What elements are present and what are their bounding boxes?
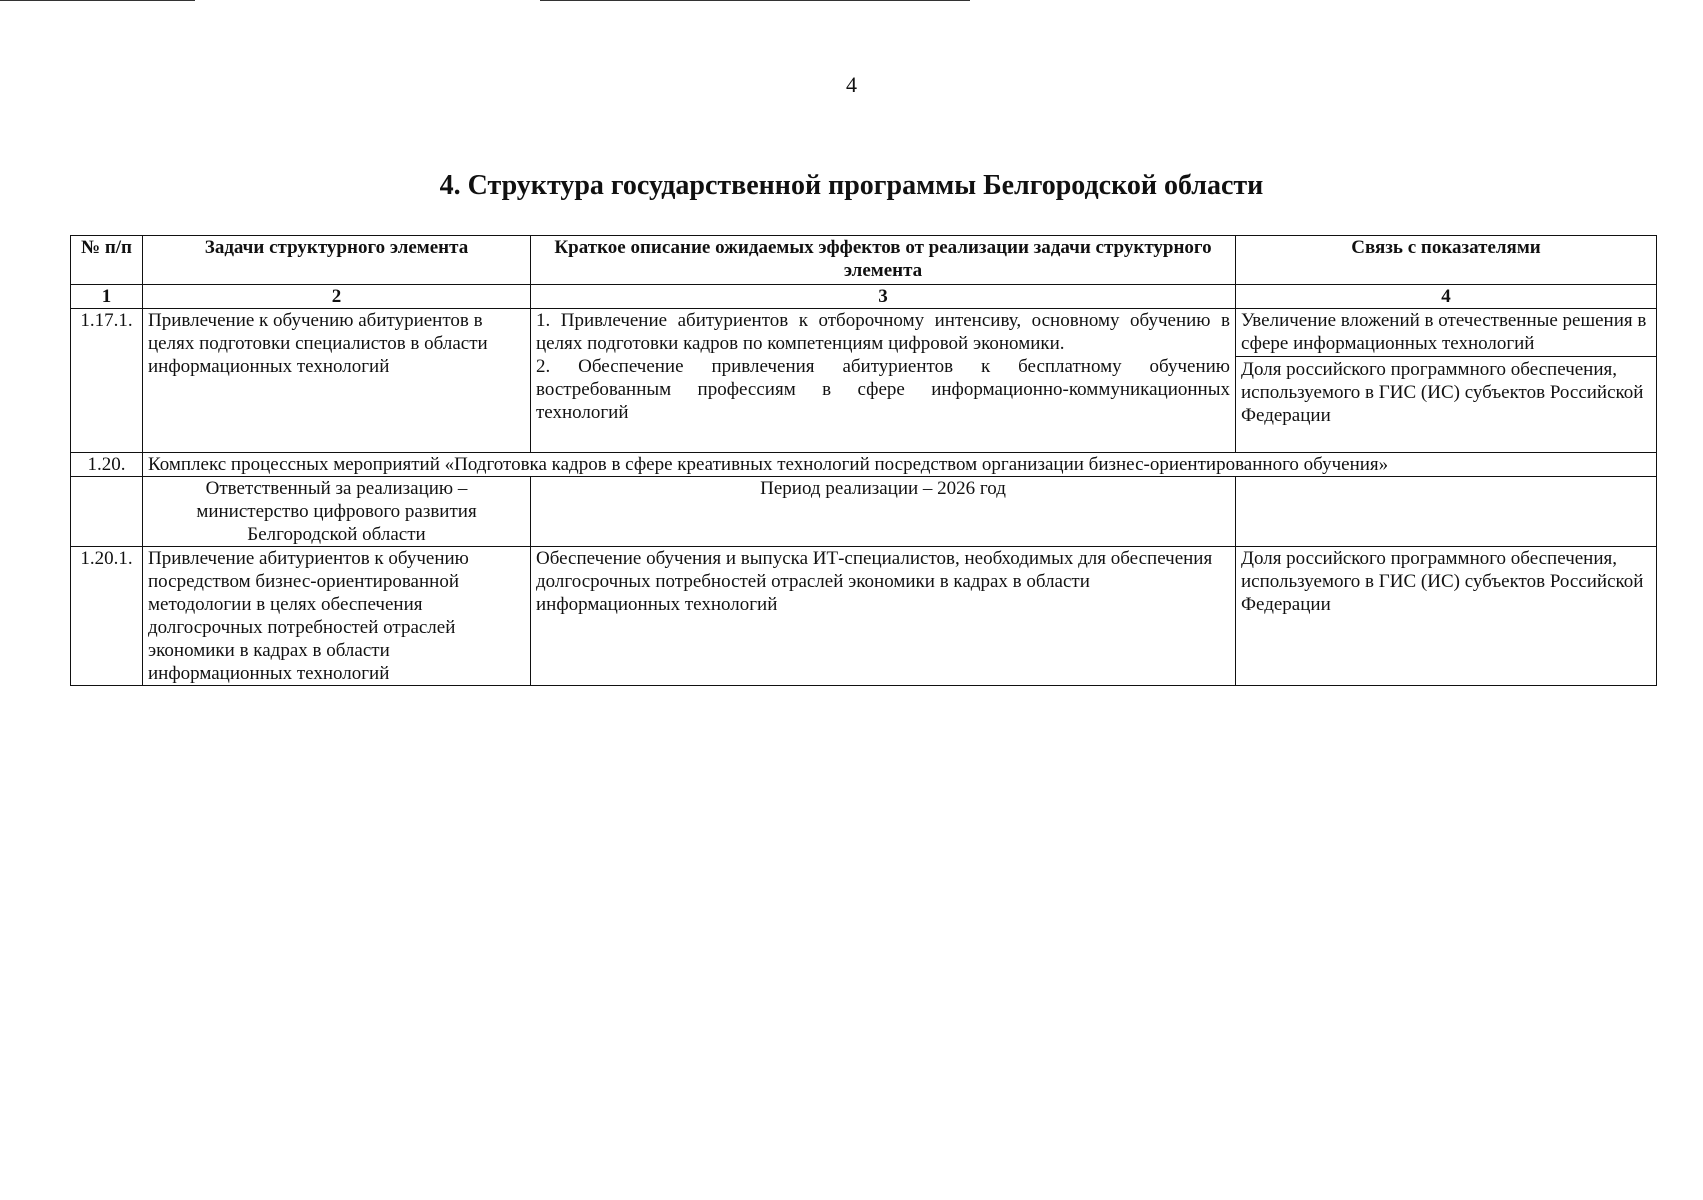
column-number-4: 4 bbox=[1236, 285, 1657, 309]
table-header-row bbox=[71, 236, 1657, 285]
row-number: 1.20.1. bbox=[71, 547, 143, 686]
column-number-2: 2 bbox=[143, 285, 531, 309]
effects-item-2: 2. Обеспечение привлечения абитуриентов к бесплатному обучению востребованным профессиям в сфере информационно-коммуникационных технологий bbox=[536, 356, 1230, 423]
document-title: 4. Структура государственной программы Белгородской области bbox=[439, 170, 1264, 201]
column-number-1: 1 bbox=[71, 285, 143, 309]
row-number: 1.17.1. bbox=[71, 309, 143, 453]
indicator-item-1: Увеличение вложений в отечественные решения в сфере информационных технологий bbox=[1241, 310, 1647, 354]
effects-cell bbox=[531, 309, 1236, 453]
indicators-cell bbox=[1236, 309, 1657, 453]
page-number: 4 bbox=[846, 72, 857, 97]
header-task: Задачи структурного элемента bbox=[143, 236, 531, 285]
empty-indicator-cell bbox=[1236, 477, 1657, 547]
responsible-cell: Ответственный за реализацию – министерство цифрового развития Белгородской области bbox=[143, 477, 531, 547]
table-row-1-20-1 bbox=[71, 547, 1657, 686]
table-row-1-20 bbox=[71, 453, 1657, 477]
header-effects: Краткое описание ожидаемых эффектов от реализации задачи структурного элемента bbox=[531, 236, 1236, 285]
header-indicators: Связь с показателями bbox=[1236, 236, 1657, 285]
header-number: № п/п bbox=[71, 236, 143, 285]
scan-top-rule-left bbox=[0, 0, 195, 1]
table-row-1-20-info bbox=[71, 477, 1657, 547]
indicator-item-2: Доля российского программного обеспечения, используемого в ГИС (ИС) субъектов Российской Федерации bbox=[1241, 359, 1644, 426]
row-number: 1.20. bbox=[71, 453, 143, 477]
empty-number-cell bbox=[71, 477, 143, 547]
table-column-numbers-row bbox=[71, 285, 1657, 309]
effects-item-1: 1. Привлечение абитуриентов к отборочному интенсиву, основному обучению в целях подготовки кадров по компетенциям цифровой экономики. bbox=[536, 310, 1230, 354]
task-cell: Привлечение абитуриентов к обучению посредством бизнес-ориентированной методологии в целях обеспечения долгосрочных потребностей отраслей экономики в кадрах в области информационных технологий bbox=[143, 547, 531, 686]
indicator-divider bbox=[1236, 356, 1656, 357]
task-cell: Привлечение к обучению абитуриентов в целях подготовки специалистов в области информационных технологий bbox=[143, 309, 531, 453]
effects-cell: Обеспечение обучения и выпуска ИТ-специалистов, необходимых для обеспечения долгосрочных потребностей отраслей экономики в кадрах в области информационных технологий bbox=[531, 547, 1236, 686]
period-cell: Период реализации – 2026 год bbox=[531, 477, 1236, 547]
complex-title-cell: Комплекс процессных мероприятий «Подготовка кадров в сфере креативных технологий посредством организации бизнес-ориентированного обучения» bbox=[143, 453, 1657, 477]
structure-table bbox=[70, 235, 1657, 686]
table-row-1-17-1 bbox=[71, 309, 1657, 453]
indicators-cell: Доля российского программного обеспечения, используемого в ГИС (ИС) субъектов Российской Федерации bbox=[1236, 547, 1657, 686]
scan-top-rule-right bbox=[540, 0, 970, 1]
column-number-3: 3 bbox=[531, 285, 1236, 309]
